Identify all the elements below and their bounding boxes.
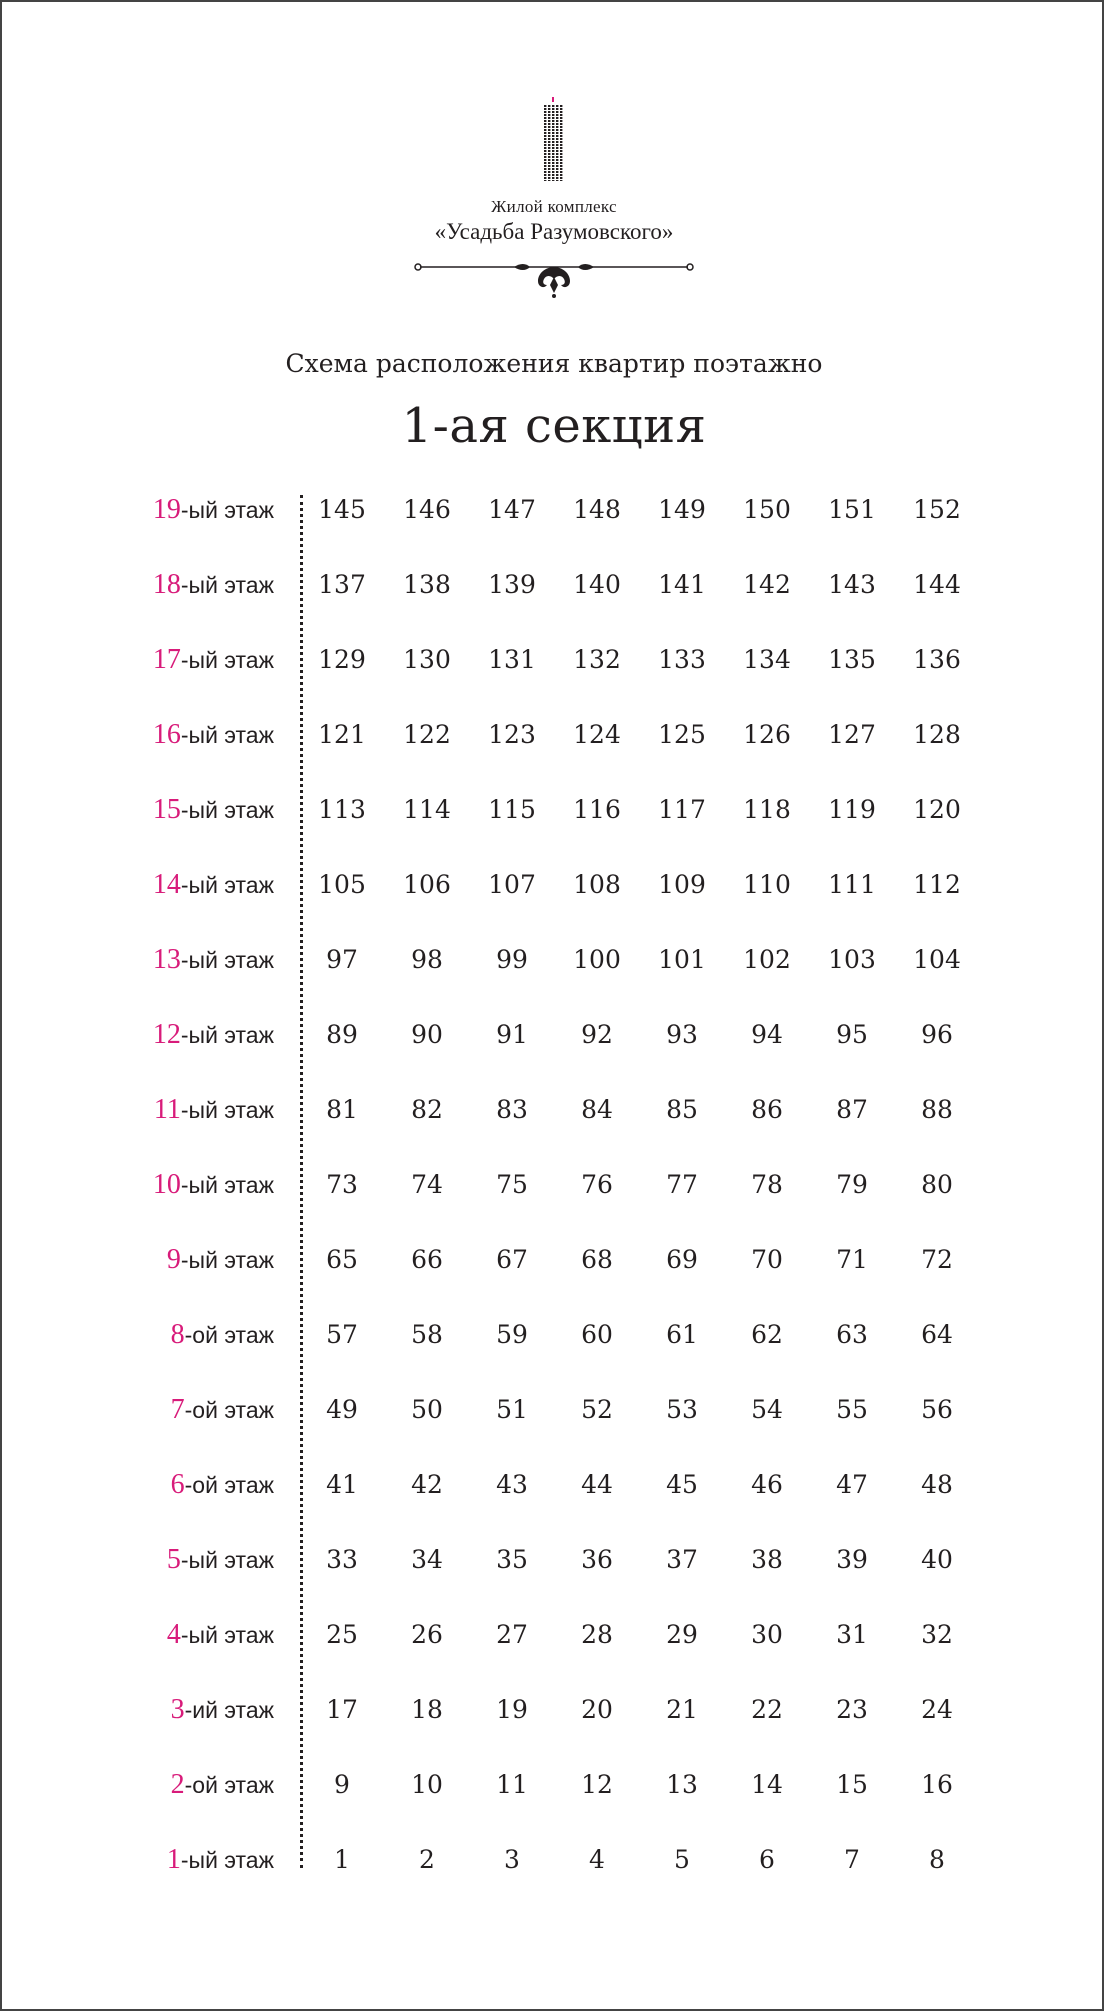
floor-suffix: -ой этаж xyxy=(184,1322,274,1348)
apartment-number: 81 xyxy=(326,1095,358,1124)
apartment-number: 144 xyxy=(913,570,961,599)
floor-label xyxy=(171,1765,274,1805)
apartment-number: 90 xyxy=(411,1020,443,1049)
floor-label xyxy=(153,715,274,755)
floor-suffix: -ый этаж xyxy=(180,647,274,673)
apartment-number: 9 xyxy=(334,1770,350,1799)
apartment-number: 30 xyxy=(751,1620,783,1649)
floor-row xyxy=(2,940,1104,980)
apartment-number: 151 xyxy=(828,495,876,524)
apartment-number: 93 xyxy=(666,1020,698,1049)
floor-row xyxy=(2,1015,1104,1055)
floor-suffix: -ый этаж xyxy=(180,1847,274,1873)
apartment-number: 8 xyxy=(929,1845,945,1874)
floor-label xyxy=(167,1540,274,1580)
floor-number: 15 xyxy=(152,794,181,825)
apartment-number: 56 xyxy=(921,1395,953,1424)
apartment-number: 129 xyxy=(318,645,366,674)
apartment-number: 14 xyxy=(751,1770,783,1799)
apartment-number: 116 xyxy=(573,795,621,824)
apartment-number: 59 xyxy=(496,1320,528,1349)
apartment-number: 7 xyxy=(844,1845,860,1874)
apartment-number: 84 xyxy=(581,1095,613,1124)
apartment-number: 58 xyxy=(411,1320,443,1349)
apartment-number: 139 xyxy=(488,570,536,599)
apartment-number: 125 xyxy=(658,720,706,749)
apartment-number: 48 xyxy=(921,1470,953,1499)
apartment-number: 11 xyxy=(496,1770,528,1799)
floor-row xyxy=(2,1765,1104,1805)
apartment-number: 105 xyxy=(318,870,366,899)
floor-number: 7 xyxy=(170,1394,185,1425)
apartment-number: 124 xyxy=(573,720,621,749)
floor-row xyxy=(2,640,1104,680)
apartment-number: 77 xyxy=(666,1170,698,1199)
apartment-number: 146 xyxy=(403,495,451,524)
apartment-number: 98 xyxy=(411,945,443,974)
apartment-number: 23 xyxy=(836,1695,868,1724)
floor-row xyxy=(2,1390,1104,1430)
apartment-number: 101 xyxy=(658,945,706,974)
apartment-number: 17 xyxy=(326,1695,358,1724)
apartment-number: 112 xyxy=(913,870,961,899)
apartment-number: 42 xyxy=(411,1470,443,1499)
apartment-number: 74 xyxy=(411,1170,443,1199)
floor-row xyxy=(2,1240,1104,1280)
apartment-number: 5 xyxy=(674,1845,690,1874)
apartment-number: 143 xyxy=(828,570,876,599)
floor-number: 3 xyxy=(170,1694,185,1725)
floor-suffix: -ый этаж xyxy=(180,722,274,748)
apartment-number: 133 xyxy=(658,645,706,674)
apartment-number: 128 xyxy=(913,720,961,749)
apartment-number: 12 xyxy=(581,1770,613,1799)
floor-number: 18 xyxy=(152,569,181,600)
floor-label xyxy=(171,1390,274,1430)
floor-label xyxy=(154,1090,274,1130)
apartment-number: 46 xyxy=(751,1470,783,1499)
apartment-number: 75 xyxy=(496,1170,528,1199)
floor-number: 4 xyxy=(166,1619,181,1650)
apartment-number: 32 xyxy=(921,1620,953,1649)
apartment-number: 113 xyxy=(318,795,366,824)
apartment-number: 10 xyxy=(411,1770,443,1799)
floor-suffix: -ый этаж xyxy=(180,872,274,898)
apartment-number: 88 xyxy=(921,1095,953,1124)
apartment-number: 63 xyxy=(836,1320,868,1349)
floor-row xyxy=(2,1840,1104,1880)
apartment-number: 123 xyxy=(488,720,536,749)
apartment-number: 38 xyxy=(751,1545,783,1574)
apartment-number: 118 xyxy=(743,795,791,824)
floor-suffix: -ой этаж xyxy=(184,1472,274,1498)
floor-suffix: -ой этаж xyxy=(184,1772,274,1798)
floor-number: 8 xyxy=(170,1319,185,1350)
apartment-number: 150 xyxy=(743,495,791,524)
apartment-number: 4 xyxy=(589,1845,605,1874)
apartment-number: 149 xyxy=(658,495,706,524)
apartment-number: 27 xyxy=(496,1620,528,1649)
floor-row xyxy=(2,1690,1104,1730)
floor-row xyxy=(2,1540,1104,1580)
floor-number: 10 xyxy=(152,1169,181,1200)
apartment-number: 110 xyxy=(743,870,791,899)
apartment-number: 25 xyxy=(326,1620,358,1649)
apartment-number: 51 xyxy=(496,1395,528,1424)
floor-number: 14 xyxy=(152,869,181,900)
apartment-number: 120 xyxy=(913,795,961,824)
floor-label xyxy=(167,1840,274,1880)
apartment-number: 141 xyxy=(658,570,706,599)
apartment-number: 15 xyxy=(836,1770,868,1799)
floor-label xyxy=(153,565,274,605)
apartment-number: 140 xyxy=(573,570,621,599)
floor-label xyxy=(171,1465,274,1505)
logo xyxy=(2,97,1104,299)
apartment-number: 126 xyxy=(743,720,791,749)
floor-suffix: -ый этаж xyxy=(180,947,274,973)
floor-suffix: -ой этаж xyxy=(184,1397,274,1423)
apartment-number: 137 xyxy=(318,570,366,599)
apartment-number: 49 xyxy=(326,1395,358,1424)
floor-label xyxy=(171,1315,274,1355)
apartment-number: 152 xyxy=(913,495,961,524)
floor-suffix: -ый этаж xyxy=(180,497,274,523)
apartment-number: 103 xyxy=(828,945,876,974)
apartment-number: 62 xyxy=(751,1320,783,1349)
floor-suffix: -ый этаж xyxy=(180,797,274,823)
floor-number: 19 xyxy=(152,494,181,525)
apartment-number: 70 xyxy=(751,1245,783,1274)
apartment-number: 68 xyxy=(581,1245,613,1274)
apartment-number: 117 xyxy=(658,795,706,824)
apartment-number: 3 xyxy=(504,1845,520,1874)
floor-number: 16 xyxy=(152,719,181,750)
apartment-number: 115 xyxy=(488,795,536,824)
floor-suffix: -ый этаж xyxy=(180,572,274,598)
apartment-number: 57 xyxy=(326,1320,358,1349)
apartment-number: 41 xyxy=(326,1470,358,1499)
apartment-number: 6 xyxy=(759,1845,775,1874)
apartment-number: 130 xyxy=(403,645,451,674)
floor-suffix: -ый этаж xyxy=(180,1547,274,1573)
floor-number: 5 xyxy=(166,1544,181,1575)
apartment-number: 2 xyxy=(419,1845,435,1874)
ornament-divider-icon xyxy=(414,259,694,299)
floor-row xyxy=(2,490,1104,530)
apartment-number: 54 xyxy=(751,1395,783,1424)
floor-suffix: -ый этаж xyxy=(180,1622,274,1648)
apartment-number: 20 xyxy=(581,1695,613,1724)
apartment-number: 102 xyxy=(743,945,791,974)
floor-number: 2 xyxy=(170,1769,185,1800)
tower-icon xyxy=(539,97,569,181)
apartment-number: 119 xyxy=(828,795,876,824)
floor-label xyxy=(153,790,274,830)
apartment-number: 96 xyxy=(921,1020,953,1049)
apartment-number: 136 xyxy=(913,645,961,674)
floor-label xyxy=(153,640,274,680)
apartment-number: 95 xyxy=(836,1020,868,1049)
apartment-number: 66 xyxy=(411,1245,443,1274)
apartment-number: 97 xyxy=(326,945,358,974)
apartment-number: 22 xyxy=(751,1695,783,1724)
floor-row xyxy=(2,1615,1104,1655)
apartment-number: 83 xyxy=(496,1095,528,1124)
apartment-number: 28 xyxy=(581,1620,613,1649)
floor-row xyxy=(2,790,1104,830)
floor-label xyxy=(167,1615,274,1655)
apartment-number: 100 xyxy=(573,945,621,974)
floor-number: 6 xyxy=(170,1469,185,1500)
apartment-number: 61 xyxy=(666,1320,698,1349)
apartment-number: 80 xyxy=(921,1170,953,1199)
floor-suffix: -ый этаж xyxy=(180,1172,274,1198)
apartment-number: 55 xyxy=(836,1395,868,1424)
apartment-number: 37 xyxy=(666,1545,698,1574)
apartment-number: 79 xyxy=(836,1170,868,1199)
apartment-number: 60 xyxy=(581,1320,613,1349)
apartment-number: 24 xyxy=(921,1695,953,1724)
apartment-number: 36 xyxy=(581,1545,613,1574)
apartment-number: 40 xyxy=(921,1545,953,1574)
apartment-number: 18 xyxy=(411,1695,443,1724)
floor-number: 9 xyxy=(166,1244,181,1275)
floor-row xyxy=(2,1465,1104,1505)
apartment-number: 67 xyxy=(496,1245,528,1274)
apartment-number: 64 xyxy=(921,1320,953,1349)
apartment-number: 109 xyxy=(658,870,706,899)
apartment-number: 21 xyxy=(666,1695,698,1724)
floor-number: 11 xyxy=(153,1094,181,1125)
apartment-number: 29 xyxy=(666,1620,698,1649)
apartment-number: 147 xyxy=(488,495,536,524)
apartment-number: 47 xyxy=(836,1470,868,1499)
apartment-number: 71 xyxy=(836,1245,868,1274)
apartment-number: 33 xyxy=(326,1545,358,1574)
apartment-number: 94 xyxy=(751,1020,783,1049)
apartment-number: 148 xyxy=(573,495,621,524)
apartment-number: 122 xyxy=(403,720,451,749)
floor-row xyxy=(2,1090,1104,1130)
brand-line-2: «Усадьба Разумовского» xyxy=(434,219,674,244)
apartment-number: 87 xyxy=(836,1095,868,1124)
floor-label xyxy=(153,1165,274,1205)
floor-label xyxy=(171,1690,274,1730)
apartment-number: 132 xyxy=(573,645,621,674)
apartment-number: 142 xyxy=(743,570,791,599)
apartment-number: 26 xyxy=(411,1620,443,1649)
apartment-number: 45 xyxy=(666,1470,698,1499)
apartment-number: 44 xyxy=(581,1470,613,1499)
apartment-number: 114 xyxy=(403,795,451,824)
apartment-number: 134 xyxy=(743,645,791,674)
floor-label xyxy=(153,1015,274,1055)
floor-row xyxy=(2,865,1104,905)
floor-row xyxy=(2,565,1104,605)
apartment-number: 73 xyxy=(326,1170,358,1199)
apartment-number: 127 xyxy=(828,720,876,749)
apartment-number: 121 xyxy=(318,720,366,749)
apartment-number: 89 xyxy=(326,1020,358,1049)
floor-row xyxy=(2,715,1104,755)
apartment-number: 111 xyxy=(828,870,876,899)
floor-number: 1 xyxy=(166,1844,181,1875)
apartment-number: 69 xyxy=(666,1245,698,1274)
apartment-number: 52 xyxy=(581,1395,613,1424)
apartment-number: 43 xyxy=(496,1470,528,1499)
apartment-number: 99 xyxy=(496,945,528,974)
apartment-number: 85 xyxy=(666,1095,698,1124)
apartment-number: 50 xyxy=(411,1395,443,1424)
apartment-number: 86 xyxy=(751,1095,783,1124)
apartment-number: 72 xyxy=(921,1245,953,1274)
apartment-number: 107 xyxy=(488,870,536,899)
brand-line-1: Жилой комплекс xyxy=(491,197,617,216)
floor-suffix: -ый этаж xyxy=(180,1022,274,1048)
floor-label xyxy=(153,865,274,905)
floor-suffix: -ый этаж xyxy=(180,1097,274,1123)
floor-row xyxy=(2,1165,1104,1205)
floor-label xyxy=(153,490,274,530)
apartment-number: 91 xyxy=(496,1020,528,1049)
apartment-number: 16 xyxy=(921,1770,953,1799)
floor-label xyxy=(167,1240,274,1280)
apartment-number: 76 xyxy=(581,1170,613,1199)
floor-label xyxy=(153,940,274,980)
apartment-number: 92 xyxy=(581,1020,613,1049)
floor-suffix: -ий этаж xyxy=(184,1697,274,1723)
apartment-number: 145 xyxy=(318,495,366,524)
apartment-number: 104 xyxy=(913,945,961,974)
apartment-number: 1 xyxy=(334,1845,350,1874)
apartment-number: 13 xyxy=(666,1770,698,1799)
floor-number: 12 xyxy=(152,1019,181,1050)
apartment-number: 65 xyxy=(326,1245,358,1274)
apartment-number: 135 xyxy=(828,645,876,674)
apartment-number: 39 xyxy=(836,1545,868,1574)
floor-suffix: -ый этаж xyxy=(180,1247,274,1273)
apartment-number: 19 xyxy=(496,1695,528,1724)
apartment-number: 53 xyxy=(666,1395,698,1424)
apartment-number: 138 xyxy=(403,570,451,599)
apartment-number: 35 xyxy=(496,1545,528,1574)
apartment-number: 82 xyxy=(411,1095,443,1124)
floor-row xyxy=(2,1315,1104,1355)
section-title: 1-ая секция xyxy=(401,398,707,454)
apartment-number: 131 xyxy=(488,645,536,674)
apartment-number: 106 xyxy=(403,870,451,899)
floor-number: 17 xyxy=(152,644,181,675)
apartment-number: 34 xyxy=(411,1545,443,1574)
apartment-number: 108 xyxy=(573,870,621,899)
plan-subtitle: Схема расположения квартир поэтажно xyxy=(285,349,823,378)
apartment-number: 78 xyxy=(751,1170,783,1199)
floor-number: 13 xyxy=(152,944,181,975)
apartment-number: 31 xyxy=(836,1620,868,1649)
